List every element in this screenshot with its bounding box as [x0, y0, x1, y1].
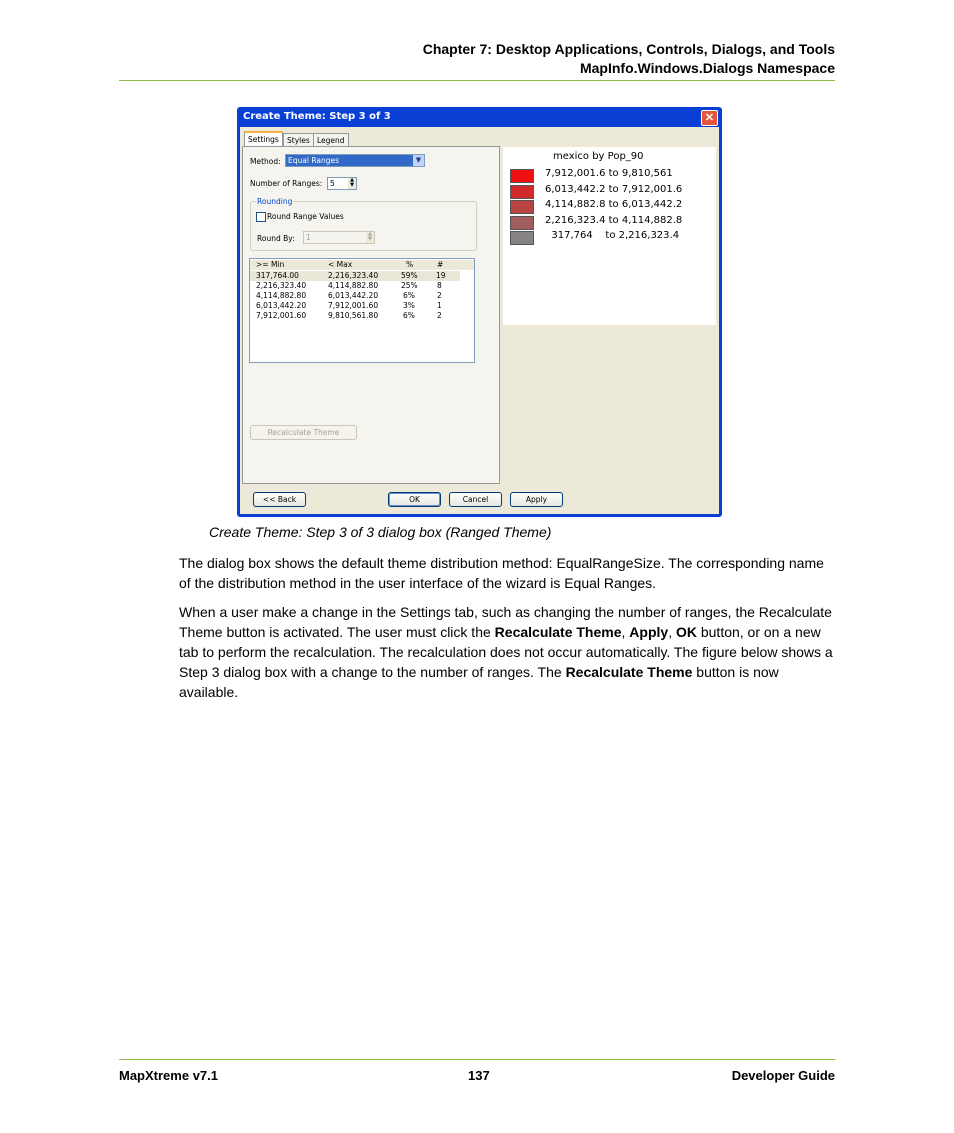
round-by-label: Round By: — [257, 234, 295, 243]
header-rule — [119, 80, 835, 81]
text-run: , — [621, 624, 630, 640]
paragraph-2 — [179, 602, 839, 702]
recalculate-theme-button[interactable]: Recalculate Theme — [250, 425, 357, 440]
text-run: , — [668, 624, 676, 640]
text-run: button is now available. — [179, 664, 779, 700]
legend-swatch — [510, 169, 534, 183]
bold-run: Recalculate Theme — [494, 624, 622, 640]
cell-max: 2,216,323.40 — [328, 271, 379, 280]
cell-max: 7,912,001.60 — [328, 301, 379, 310]
legend-swatch — [510, 185, 534, 199]
num-ranges-stepper[interactable] — [327, 177, 357, 190]
tab-legend[interactable]: Legend — [313, 133, 349, 147]
cell-count: 8 — [437, 281, 442, 290]
tab-settings[interactable]: Settings — [244, 131, 283, 148]
table-row[interactable] — [250, 271, 460, 281]
ranges-list[interactable] — [249, 258, 475, 363]
table-row[interactable] — [250, 311, 460, 321]
cell-count: 2 — [437, 311, 442, 320]
paragraph-1: The dialog box shows the default theme distribution method: EqualRangeSize. The corresponding name of the distribution method in the user interface of the wizard is Equal Ranges. — [179, 555, 824, 591]
legend-swatch — [510, 200, 534, 214]
table-row[interactable] — [250, 291, 460, 301]
dialog-body — [240, 127, 719, 514]
footer-rule — [119, 1059, 835, 1060]
chapter-title: Chapter 7: Desktop Applications, Controls, Dialogs, and Tools — [422, 41, 835, 57]
column-header[interactable]: % — [406, 260, 414, 269]
cell-count: 19 — [436, 271, 446, 280]
bold-run: Recalculate Theme — [565, 664, 693, 680]
cell-max: 9,810,561.80 — [328, 311, 379, 320]
ranges-list-header — [250, 260, 474, 270]
cell-percent: 25% — [401, 281, 418, 290]
cell-min: 317,764.00 — [256, 271, 299, 280]
table-row[interactable] — [250, 301, 460, 311]
chevron-down-icon[interactable]: ▼ — [413, 155, 424, 166]
spin-arrows-icon[interactable]: ▲ ▼ — [366, 232, 374, 243]
column-header[interactable]: # — [437, 260, 444, 269]
round-by-value: 1 — [306, 233, 311, 242]
dialog-title: Create Theme: Step 3 of 3 — [243, 111, 391, 122]
legend-preview — [503, 147, 716, 325]
method-label: Method: — [250, 157, 281, 166]
cell-min: 2,216,323.40 — [256, 281, 307, 290]
cancel-button[interactable]: Cancel — [449, 492, 502, 507]
cell-percent: 59% — [401, 271, 418, 280]
tab-styles[interactable]: Styles — [283, 133, 314, 147]
num-ranges-value: 5 — [330, 179, 335, 188]
figure-caption: Create Theme: Step 3 of 3 dialog box (Ranged Theme) — [209, 524, 552, 540]
cell-max: 4,114,882.80 — [328, 281, 379, 290]
method-value: Equal Ranges — [288, 156, 339, 165]
close-icon[interactable]: ✕ — [701, 110, 718, 126]
bold-run: OK — [675, 624, 697, 640]
legend-label: 317,764 to 2,216,323.4 — [545, 230, 680, 241]
round-by-field[interactable] — [303, 231, 375, 244]
cell-count: 1 — [437, 301, 442, 310]
legend-label: 7,912,001.6 to 9,810,561 — [545, 168, 673, 179]
text-run: When a user make a change in the Settings tab, such as changing the number of ranges, the Recalculate Theme button is activated. The user must click the — [179, 604, 832, 640]
column-header[interactable]: >= Min — [256, 260, 285, 269]
legend-label: 6,013,442.2 to 7,912,001.6 — [545, 183, 683, 195]
table-row[interactable] — [250, 281, 460, 291]
cell-min: 6,013,442.20 — [256, 301, 307, 310]
method-select[interactable] — [285, 154, 425, 167]
spin-arrows-icon[interactable]: ▲ ▼ — [348, 178, 356, 189]
legend-label: 4,114,882.8 to 6,013,442.2 — [545, 199, 683, 210]
num-ranges-label: Number of Ranges: — [250, 179, 323, 188]
apply-button[interactable]: Apply — [510, 492, 563, 507]
cell-max: 6,013,442.20 — [328, 291, 379, 300]
column-header[interactable]: < Max — [328, 260, 353, 269]
back-button[interactable]: << Back — [253, 492, 306, 507]
ok-button[interactable]: OK — [388, 492, 441, 507]
cell-min: 7,912,001.60 — [256, 311, 307, 320]
rounding-group — [250, 197, 477, 251]
legend-label: 2,216,323.4 to 4,114,882.8 — [545, 214, 683, 226]
cell-percent: 6% — [403, 291, 415, 300]
round-checkbox[interactable] — [256, 212, 266, 222]
settings-panel — [242, 146, 500, 484]
footer-product: MapXtreme v7.1 — [119, 1068, 218, 1083]
cell-min: 4,114,882.80 — [256, 291, 307, 300]
round-checkbox-label: Round Range Values — [267, 212, 344, 221]
footer-guide: Developer Guide — [731, 1068, 835, 1083]
legend-title: mexico by Pop_90 — [553, 151, 644, 162]
page-number: 137 — [468, 1068, 490, 1083]
cell-percent: 3% — [403, 301, 415, 310]
cell-percent: 6% — [403, 311, 415, 320]
legend-swatch — [510, 231, 534, 245]
section-title: MapInfo.Windows.Dialogs Namespace — [579, 60, 835, 76]
text-run: button, or on a new tab to perform the recalculation. The recalculation does not occur automatically. The figure below shows a Step 3 dialog box with a change to the number of ranges. The — [179, 624, 833, 680]
bold-run: Apply — [629, 624, 669, 640]
create-theme-dialog — [237, 107, 722, 517]
rounding-label: Rounding — [257, 197, 293, 206]
legend-swatch — [510, 216, 534, 230]
cell-count: 2 — [437, 291, 442, 300]
